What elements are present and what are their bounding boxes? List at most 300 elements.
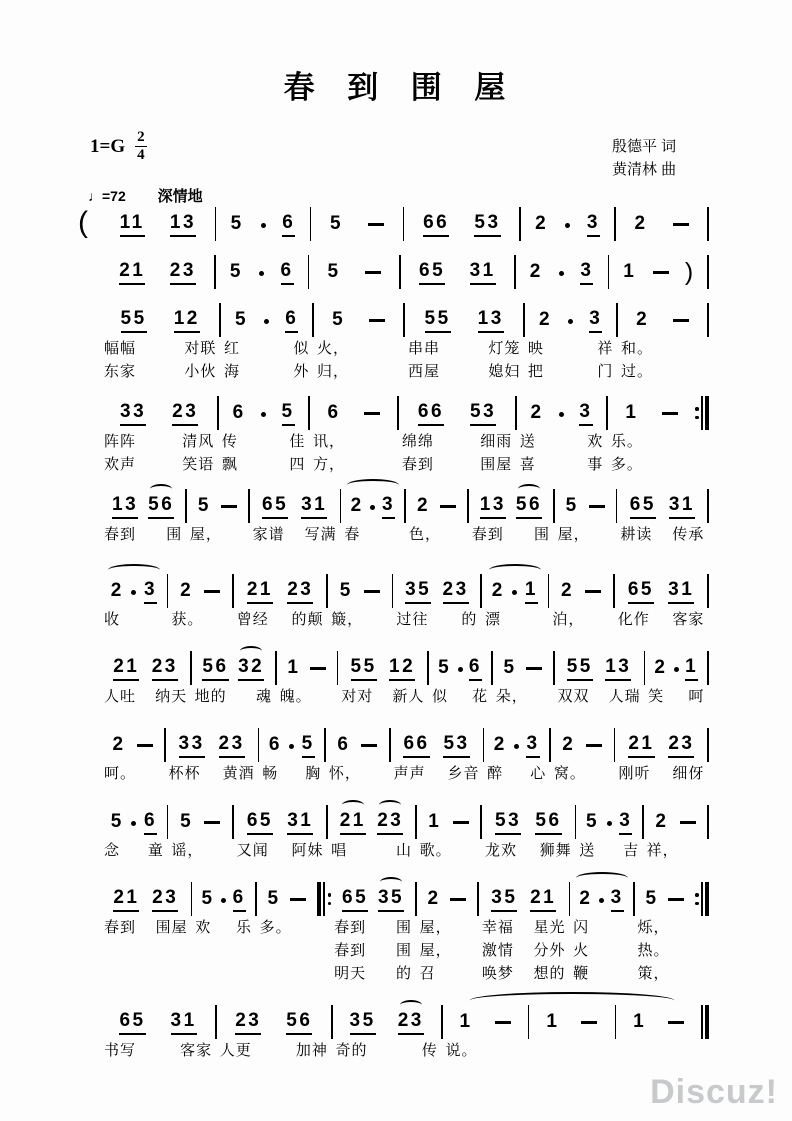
augmentation-dot [559, 412, 564, 417]
measure-notes [329, 805, 414, 839]
measure [610, 255, 706, 289]
note: 21 [247, 578, 273, 604]
dash-note [453, 821, 469, 824]
note: 23 [152, 886, 178, 912]
barline-thin [326, 805, 328, 839]
augmentation-dot [512, 590, 517, 595]
note: 1 [685, 655, 698, 681]
lyric-row [315, 360, 402, 383]
dash-note [450, 898, 466, 901]
note: 6 [327, 402, 341, 423]
lyric-row [251, 523, 339, 546]
note: 6 [469, 655, 482, 681]
measure-notes [329, 574, 391, 608]
dash-note [368, 223, 384, 226]
barline-thin [326, 574, 328, 608]
lyric-syllable: 耕读 [620, 526, 653, 543]
barline [615, 1005, 617, 1039]
barline-thin [323, 882, 325, 916]
barline [403, 207, 405, 241]
note: 53 [495, 809, 521, 835]
barline-thin [614, 207, 616, 241]
barline [164, 728, 166, 762]
lyric-row [636, 916, 695, 939]
barline [312, 303, 314, 337]
note: 5 [645, 888, 659, 909]
lyric-row [494, 685, 552, 708]
barline [308, 396, 310, 430]
lyric-syllable: 阿妹 [291, 842, 324, 859]
barline-thick [317, 882, 321, 916]
measure-notes [636, 882, 695, 916]
barline-thin [707, 574, 709, 608]
lyric-syllable: 门 [597, 363, 614, 380]
barline-thin [707, 207, 709, 241]
music-system [102, 651, 710, 708]
barline-thin [548, 574, 550, 608]
barline-thin [553, 489, 555, 523]
note: 65 [262, 493, 288, 519]
measure [430, 651, 490, 708]
lyric-syllable: 西屋 [407, 363, 440, 380]
measure-notes [619, 303, 706, 337]
lyric-syllable: 双双 [557, 688, 590, 705]
measure-notes [235, 805, 326, 839]
lyric-row [636, 962, 695, 985]
lyric-syllable: 想的 [533, 965, 566, 982]
note: 23 [219, 732, 245, 758]
lyric-syllable: 簸， [331, 611, 364, 628]
barline-thin [232, 574, 234, 608]
barline-thin [191, 882, 193, 916]
measure [217, 255, 307, 289]
lyric-row [169, 839, 231, 862]
barline-thin [308, 396, 310, 430]
lyric-row [278, 685, 336, 708]
lyric-row [526, 337, 615, 360]
lyric-row [430, 685, 490, 708]
measure [167, 728, 257, 785]
lyric-syllable: 春到 [334, 942, 367, 959]
measure [645, 805, 707, 862]
lyric-syllable: 加神 [295, 1042, 328, 1059]
lyric-syllable: 刚听 [618, 765, 651, 782]
measure [102, 489, 184, 546]
note: 65 [630, 493, 656, 519]
measure [235, 805, 326, 862]
repeat-dot [695, 416, 699, 420]
barline [167, 805, 169, 839]
augmentation-dot [599, 898, 604, 903]
lyric-syllable: 幸福 [481, 919, 514, 936]
lyric-row [407, 523, 466, 546]
note: 2 [427, 888, 441, 909]
barline-thin [427, 651, 429, 685]
barline-thin [389, 728, 391, 762]
dash-note [204, 590, 220, 593]
augmentation-dot [131, 821, 136, 826]
measure [619, 303, 706, 383]
lyric-syllable: 飘 [221, 456, 238, 473]
barline-thin [528, 1005, 530, 1039]
measure-notes [418, 805, 480, 839]
barline [248, 489, 250, 523]
measure-notes [617, 1005, 700, 1039]
measure [102, 255, 213, 289]
lyric-syllable: 黄酒 [222, 765, 255, 782]
measure-notes [480, 882, 568, 916]
barline [548, 574, 550, 608]
barline [340, 489, 342, 523]
note: 31 [301, 493, 327, 519]
note: 3 [526, 732, 539, 758]
barline [214, 255, 216, 289]
note: 2 [636, 309, 650, 330]
measure [251, 489, 339, 546]
lyric-row [406, 337, 522, 360]
measure-notes [102, 489, 184, 523]
barline-thin [441, 1005, 443, 1039]
barline [415, 882, 417, 916]
barline [553, 489, 555, 523]
lyric-syllable: 怀， [328, 765, 361, 782]
lyric-row [616, 608, 707, 631]
barline-thin [483, 728, 485, 762]
note: 35 [491, 886, 517, 912]
barline-thin [219, 303, 221, 337]
barline-thin [614, 728, 616, 762]
barline [255, 882, 257, 916]
barline-thin [392, 574, 394, 608]
measure [311, 396, 396, 476]
note: 13 [480, 493, 506, 519]
barline [491, 651, 493, 685]
lyric-row [327, 762, 388, 785]
note: 5 [230, 213, 244, 234]
lyric-syllable: 的颠 [291, 611, 324, 628]
measure [102, 728, 163, 785]
note: 3 [144, 578, 157, 604]
barline-thin [185, 489, 187, 523]
lyric-syllable: 佳 [289, 433, 306, 450]
measure [102, 207, 214, 241]
lyric-row [332, 939, 414, 962]
barline [185, 489, 187, 523]
note: 21 [340, 809, 366, 835]
lyric-syllable: 童 [147, 842, 164, 859]
augmentation-dot [264, 319, 269, 324]
lyric-syllable: 火， [317, 340, 350, 357]
measure [169, 805, 231, 862]
measure [193, 882, 254, 985]
note: 2 [530, 402, 544, 423]
measure [394, 574, 479, 631]
slur-arc [240, 646, 262, 656]
note: 31 [287, 809, 313, 835]
note: 23 [172, 400, 198, 426]
note: 3 [382, 493, 395, 519]
augmentation-dot [261, 223, 266, 228]
note: 3 [580, 259, 593, 285]
measure [235, 574, 326, 631]
note: 35 [405, 578, 431, 604]
music-system [102, 1005, 710, 1062]
slur-arc [379, 800, 401, 810]
augmentation-dot [289, 744, 294, 749]
lyric-syllable: 欢 [195, 919, 212, 936]
measure [444, 1005, 527, 1062]
note: 3 [587, 211, 600, 237]
note: 2 [634, 213, 648, 234]
lyric-row [102, 523, 184, 546]
measure-notes [235, 574, 326, 608]
lyric-row [102, 839, 166, 862]
dash-note [673, 319, 689, 322]
barline-thin [248, 489, 250, 523]
measure [260, 728, 323, 785]
lyric-row [444, 1039, 527, 1062]
note: 35 [350, 1009, 376, 1035]
lyric-syllable: 映 [527, 340, 544, 357]
lyric-syllable: 闪 [573, 919, 590, 936]
lyric-syllable: 方， [312, 456, 345, 473]
note: 11 [120, 211, 145, 237]
lyric-row [258, 962, 317, 985]
note: 1 [546, 1011, 560, 1032]
lyric-row [526, 360, 615, 383]
lyric-syllable: 魂 [255, 688, 272, 705]
note: 21 [628, 732, 654, 758]
lyric-syllable: 朵， [495, 688, 528, 705]
measure-notes [102, 882, 190, 916]
measure-notes [278, 651, 336, 685]
augmentation-dot [607, 821, 612, 826]
note: 2 [493, 734, 507, 755]
lyric-syllable: 灯笼 [488, 340, 521, 357]
note: 5 [110, 811, 124, 832]
lyric-syllable: 鞭 [573, 965, 590, 982]
note: 66 [403, 732, 429, 758]
measure-notes [218, 1005, 330, 1039]
lyric-syllable: 春到 [104, 919, 137, 936]
barline-thin [519, 207, 521, 241]
measure-notes [167, 728, 257, 762]
note: 1 [623, 261, 637, 282]
music-system [78, 206, 710, 241]
measure-notes [407, 489, 466, 523]
measure-notes [616, 574, 707, 608]
barline-thin [514, 255, 516, 289]
note: 5 [565, 495, 579, 516]
note: 2 [654, 657, 668, 678]
barline [480, 805, 482, 839]
note: 31 [668, 578, 694, 604]
note: 55 [351, 655, 377, 681]
measure [480, 882, 568, 985]
music-system [102, 489, 710, 546]
measure-notes [193, 882, 254, 916]
lyric-row [193, 685, 274, 708]
lyric-syllable: 送 [519, 433, 536, 450]
barline-thin [707, 651, 709, 685]
note: 5 [302, 732, 315, 758]
note: 1 [633, 1011, 647, 1032]
dash-note [653, 271, 669, 274]
measure-notes [618, 489, 706, 523]
barline-thin [616, 489, 618, 523]
measure-notes [552, 728, 613, 762]
note: 23 [398, 1009, 424, 1035]
note: 23 [668, 732, 694, 758]
note: 31 [171, 1009, 197, 1035]
lyric-row [480, 962, 568, 985]
barline [707, 489, 709, 523]
barline [232, 574, 234, 608]
note: 6 [233, 886, 246, 912]
barline-thin [215, 1005, 217, 1039]
barline-thick [705, 882, 709, 916]
measure [470, 489, 552, 546]
measure-notes [556, 489, 615, 523]
measure-notes [550, 574, 612, 608]
augmentation-dot [514, 744, 519, 749]
lyric-row [102, 939, 190, 962]
measure [646, 651, 706, 708]
lyric-row [334, 1039, 440, 1062]
barline-thin [613, 574, 615, 608]
lyric-syllable: 春到 [471, 526, 504, 543]
note: 2 [562, 734, 576, 755]
lyric-syllable: 呵 [688, 688, 705, 705]
note: 2 [350, 495, 364, 516]
note: 65 [419, 259, 445, 285]
barline-thin [215, 207, 217, 241]
barline [707, 574, 709, 608]
barline-thin [308, 255, 310, 289]
barline-thin [701, 396, 703, 430]
barline-thin [167, 574, 169, 608]
measure [218, 1005, 330, 1062]
lyric-syllable: 窝。 [553, 765, 586, 782]
measure [102, 1005, 214, 1062]
lyric-syllable: 人瑞 [608, 688, 641, 705]
lyric-row [102, 360, 218, 383]
lyric-syllable: 和。 [620, 340, 653, 357]
barline-thin [217, 396, 219, 430]
tempo-marking [88, 185, 203, 206]
time-signature-denominator: 4 [137, 147, 145, 163]
slur-arc [489, 564, 541, 576]
note: 56 [286, 1009, 312, 1035]
measure-notes [188, 489, 247, 523]
barline [310, 207, 312, 241]
note: 6 [281, 259, 294, 285]
barline [614, 207, 616, 241]
note: 33 [120, 400, 146, 426]
lyric-row [329, 839, 414, 862]
composer-credit: 黄清林 曲 [612, 161, 677, 178]
lyric-syllable: 心 [530, 765, 547, 782]
barline [399, 255, 401, 289]
barline-thin [701, 882, 703, 916]
note: 2 [112, 734, 126, 755]
lyric-row [342, 523, 403, 546]
slur-arc [518, 484, 540, 494]
measure-notes [646, 651, 706, 685]
measure [310, 255, 398, 289]
measure [483, 574, 547, 631]
note: 2 [491, 580, 505, 601]
lyric-syllable: 花 [472, 688, 489, 705]
measure-notes [645, 805, 707, 839]
barline-thick [705, 1005, 709, 1039]
lyric-syllable: 归， [317, 363, 350, 380]
lyric-syllable: 春 [344, 526, 361, 543]
barline [232, 805, 234, 839]
note: 66 [418, 400, 444, 426]
measure [327, 728, 388, 785]
measure [220, 396, 307, 476]
lyric-row [556, 523, 615, 546]
barline [467, 489, 469, 523]
note: 23 [287, 578, 313, 604]
lyric-syllable: 明天 [334, 965, 367, 982]
measure-notes [315, 303, 402, 337]
measure [518, 396, 605, 476]
lyric-row [258, 916, 317, 939]
barline [707, 805, 709, 839]
repeat-start-barline [317, 882, 331, 916]
lyric-syllable: 的 [461, 611, 478, 628]
lyric-row [480, 916, 568, 939]
measure [483, 805, 574, 862]
note: 56 [202, 655, 228, 681]
note: 5 [332, 309, 346, 330]
lyric-syllable: 春到 [334, 919, 367, 936]
barline [258, 728, 260, 762]
lyric-row [102, 430, 216, 453]
lyric-syllable: 春到 [401, 456, 434, 473]
lyric-syllable: 串串 [407, 340, 440, 357]
lyric-syllable: 讯， [312, 433, 345, 450]
key-signature-text: 1=G [90, 135, 126, 157]
barline-thin [707, 728, 709, 762]
measure [577, 805, 641, 862]
barline [427, 651, 429, 685]
barline-thin [232, 805, 234, 839]
measure-notes [617, 207, 706, 241]
note: 12 [389, 655, 415, 681]
barline-thin [190, 651, 192, 685]
barline [441, 1005, 443, 1039]
lyric-row [220, 430, 307, 453]
lyric-syllable: 声声 [393, 765, 426, 782]
barline [549, 728, 551, 762]
lyric-syllable: 写满 [304, 526, 337, 543]
lyric-syllable: 烁， [637, 919, 670, 936]
measure [102, 303, 218, 383]
dash-note [526, 667, 542, 670]
measure-notes [220, 396, 307, 430]
lyric-row [222, 337, 311, 360]
measure-notes [102, 728, 163, 762]
lyric-syllable: 围 [534, 526, 551, 543]
lyric-syllable: 围 [396, 919, 413, 936]
barline-thin [615, 1005, 617, 1039]
barline-thin [707, 489, 709, 523]
barline-thin [480, 805, 482, 839]
note: 32 [238, 655, 264, 681]
